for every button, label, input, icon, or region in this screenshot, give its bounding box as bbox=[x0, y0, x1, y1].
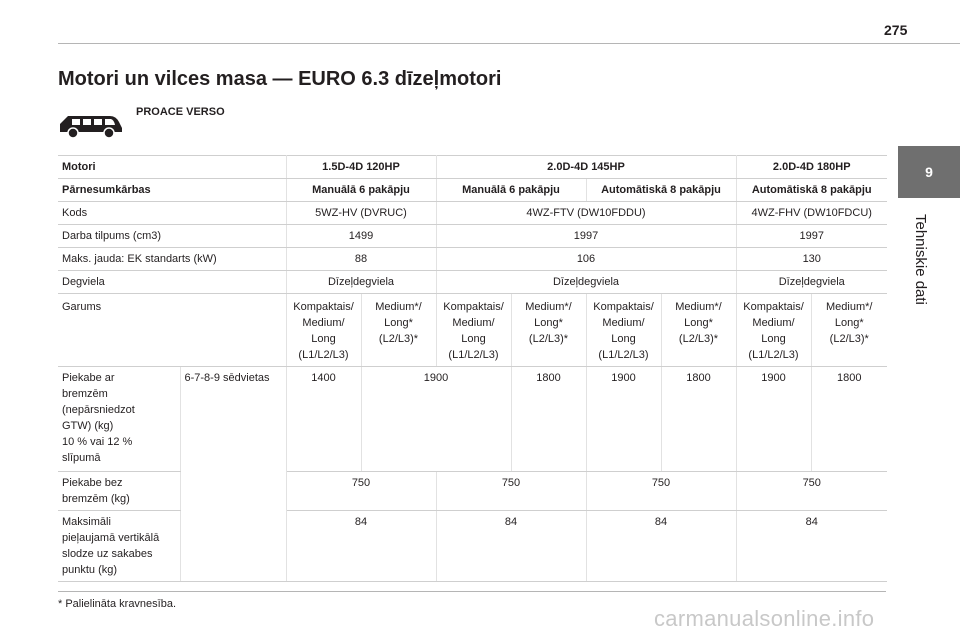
table-cell: 84 bbox=[736, 511, 887, 582]
table-row-length bbox=[58, 294, 887, 367]
chapter-side-strip bbox=[898, 198, 960, 378]
chapter-tab[interactable] bbox=[898, 146, 960, 198]
cell-line: (nepārsniedzot bbox=[62, 404, 135, 416]
table-cell: Dīzeļdegviela bbox=[436, 271, 736, 294]
cell-line: Kompaktais/ bbox=[443, 301, 504, 313]
row-label: Kods bbox=[58, 202, 286, 225]
table-cell: 84 bbox=[586, 511, 736, 582]
table-cell: Manuālā 6 pakāpju bbox=[286, 179, 436, 202]
cell-line: (L1/L2/L3) bbox=[448, 349, 499, 361]
length-compact-cell bbox=[736, 294, 811, 367]
row-label: Pārnesumkārbas bbox=[58, 179, 286, 202]
table-cell: 1900 bbox=[586, 367, 661, 472]
row-label bbox=[58, 472, 180, 511]
cell-line: (L1/L2/L3) bbox=[598, 349, 649, 361]
cell-line: Piekabe ar bbox=[62, 372, 115, 384]
footnote-rule bbox=[58, 591, 886, 592]
table-cell: Automātiskā 8 pakāpju bbox=[586, 179, 736, 202]
table-cell: 750 bbox=[286, 472, 436, 511]
cell-line: slīpumā bbox=[62, 452, 101, 464]
table-cell: Automātiskā 8 pakāpju bbox=[736, 179, 887, 202]
cell-line: bremzēm bbox=[62, 388, 108, 400]
cell-line: slodze uz sakabes bbox=[62, 548, 153, 560]
cell-line: 10 % vai 12 % bbox=[62, 436, 133, 448]
table-cell: 1997 bbox=[436, 225, 736, 248]
table-cell: 1900 bbox=[361, 367, 511, 472]
table-cell: 106 bbox=[436, 248, 736, 271]
cell-line: Long* bbox=[534, 317, 563, 329]
cell-line: Medium*/ bbox=[826, 301, 873, 313]
cell-line: Long* bbox=[684, 317, 713, 329]
length-compact-cell bbox=[286, 294, 361, 367]
model-label: PROACE VERSO bbox=[136, 106, 225, 118]
cell-line: Maksimāli bbox=[62, 516, 111, 528]
cell-line: Medium*/ bbox=[525, 301, 572, 313]
footnote: * Palielināta kravnesība. bbox=[58, 598, 177, 610]
table-cell: 84 bbox=[286, 511, 436, 582]
length-medium-cell bbox=[811, 294, 887, 367]
cell-line: Long bbox=[611, 333, 636, 345]
cell-line: (L2/L3)* bbox=[528, 333, 569, 345]
cell-line: GTW) (kg) bbox=[62, 420, 114, 432]
table-cell: 1800 bbox=[511, 367, 586, 472]
table-cell: 88 bbox=[286, 248, 436, 271]
table-cell: 750 bbox=[436, 472, 586, 511]
table-row-engines bbox=[58, 156, 887, 179]
row-label: Garums bbox=[58, 294, 286, 367]
table-row-power bbox=[58, 248, 887, 271]
cell-line: Medium/ bbox=[452, 317, 495, 329]
engine-header: 1.5D-4D 120HP bbox=[286, 156, 436, 179]
table-cell: 1900 bbox=[736, 367, 811, 472]
cell-line: (L1/L2/L3) bbox=[748, 349, 799, 361]
header-rule bbox=[58, 43, 960, 44]
cell-line: (L2/L3)* bbox=[378, 333, 419, 345]
cell-line: (L2/L3)* bbox=[829, 333, 869, 345]
cell-line: punktu (kg) bbox=[62, 564, 118, 576]
table-cell: Dīzeļdegviela bbox=[286, 271, 436, 294]
table-cell: 1800 bbox=[661, 367, 736, 472]
cell-line: pieļaujamā vertikālā bbox=[62, 532, 160, 544]
table-row-gearbox bbox=[58, 179, 887, 202]
cell-line: Kompaktais/ bbox=[743, 301, 804, 313]
table-cell: 130 bbox=[736, 248, 887, 271]
cell-line: Medium*/ bbox=[375, 301, 422, 313]
table-cell: 750 bbox=[586, 472, 736, 511]
cell-line: (L1/L2/L3) bbox=[298, 349, 349, 361]
chapter-number: 9 bbox=[925, 164, 933, 180]
table-cell: 750 bbox=[736, 472, 887, 511]
table-row-braked-trailer bbox=[58, 367, 887, 472]
table-row-fuel bbox=[58, 271, 887, 294]
page-number: 275 bbox=[884, 22, 908, 38]
engine-header: 2.0D-4D 145HP bbox=[436, 156, 736, 179]
watermark: carmanualsonline.info bbox=[654, 606, 875, 631]
table-cell: 4WZ-FTV (DW10FDDU) bbox=[436, 202, 736, 225]
seats-cell: 6-7-8-9 sēdvietas bbox=[180, 367, 286, 582]
length-medium-cell bbox=[661, 294, 736, 367]
table-cell: 5WZ-HV (DVRUC) bbox=[286, 202, 436, 225]
row-label: Darba tilpums (cm3) bbox=[58, 225, 286, 248]
cell-line: Kompaktais/ bbox=[293, 301, 354, 313]
cell-line: Medium/ bbox=[602, 317, 645, 329]
van-icon bbox=[58, 110, 124, 140]
length-medium-cell bbox=[511, 294, 586, 367]
table-cell: 1800 bbox=[811, 367, 887, 472]
engine-header: 2.0D-4D 180HP bbox=[736, 156, 887, 179]
table-cell: 1499 bbox=[286, 225, 436, 248]
cell-line: Kompaktais/ bbox=[593, 301, 654, 313]
length-compact-cell bbox=[436, 294, 511, 367]
table-cell: 4WZ-FHV (DW10FDCU) bbox=[736, 202, 887, 225]
row-label: Motori bbox=[58, 156, 286, 179]
cell-line: Medium*/ bbox=[675, 301, 722, 313]
length-medium-cell bbox=[361, 294, 436, 367]
chapter-title: Tehniskie dati bbox=[912, 214, 929, 305]
cell-line: Piekabe bez bbox=[62, 477, 123, 489]
row-label: Maks. jauda: EK standarts (kW) bbox=[58, 248, 286, 271]
table-row-code bbox=[58, 202, 887, 225]
table-cell: 1400 bbox=[286, 367, 361, 472]
cell-line: Long* bbox=[384, 317, 413, 329]
table-row-displacement bbox=[58, 225, 887, 248]
table-cell: 1997 bbox=[736, 225, 887, 248]
length-compact-cell bbox=[586, 294, 661, 367]
spec-table bbox=[58, 155, 887, 582]
cell-line: Long bbox=[761, 333, 786, 345]
cell-line: Long bbox=[461, 333, 486, 345]
cell-line: (L2/L3)* bbox=[678, 333, 719, 345]
cell-line: Medium/ bbox=[302, 317, 345, 329]
table-cell: Dīzeļdegviela bbox=[736, 271, 887, 294]
row-label: Degviela bbox=[58, 271, 286, 294]
cell-line: Medium/ bbox=[752, 317, 795, 329]
cell-line: bremzēm (kg) bbox=[62, 493, 130, 505]
cell-line: Long* bbox=[834, 317, 864, 329]
table-cell: 84 bbox=[436, 511, 586, 582]
row-label bbox=[58, 367, 180, 472]
row-label bbox=[58, 511, 180, 582]
cell-line: Long bbox=[311, 333, 336, 345]
page-title: Motori un vilces masa — EURO 6.3 dīzeļmotori bbox=[58, 68, 502, 90]
table-cell: Manuālā 6 pakāpju bbox=[436, 179, 586, 202]
